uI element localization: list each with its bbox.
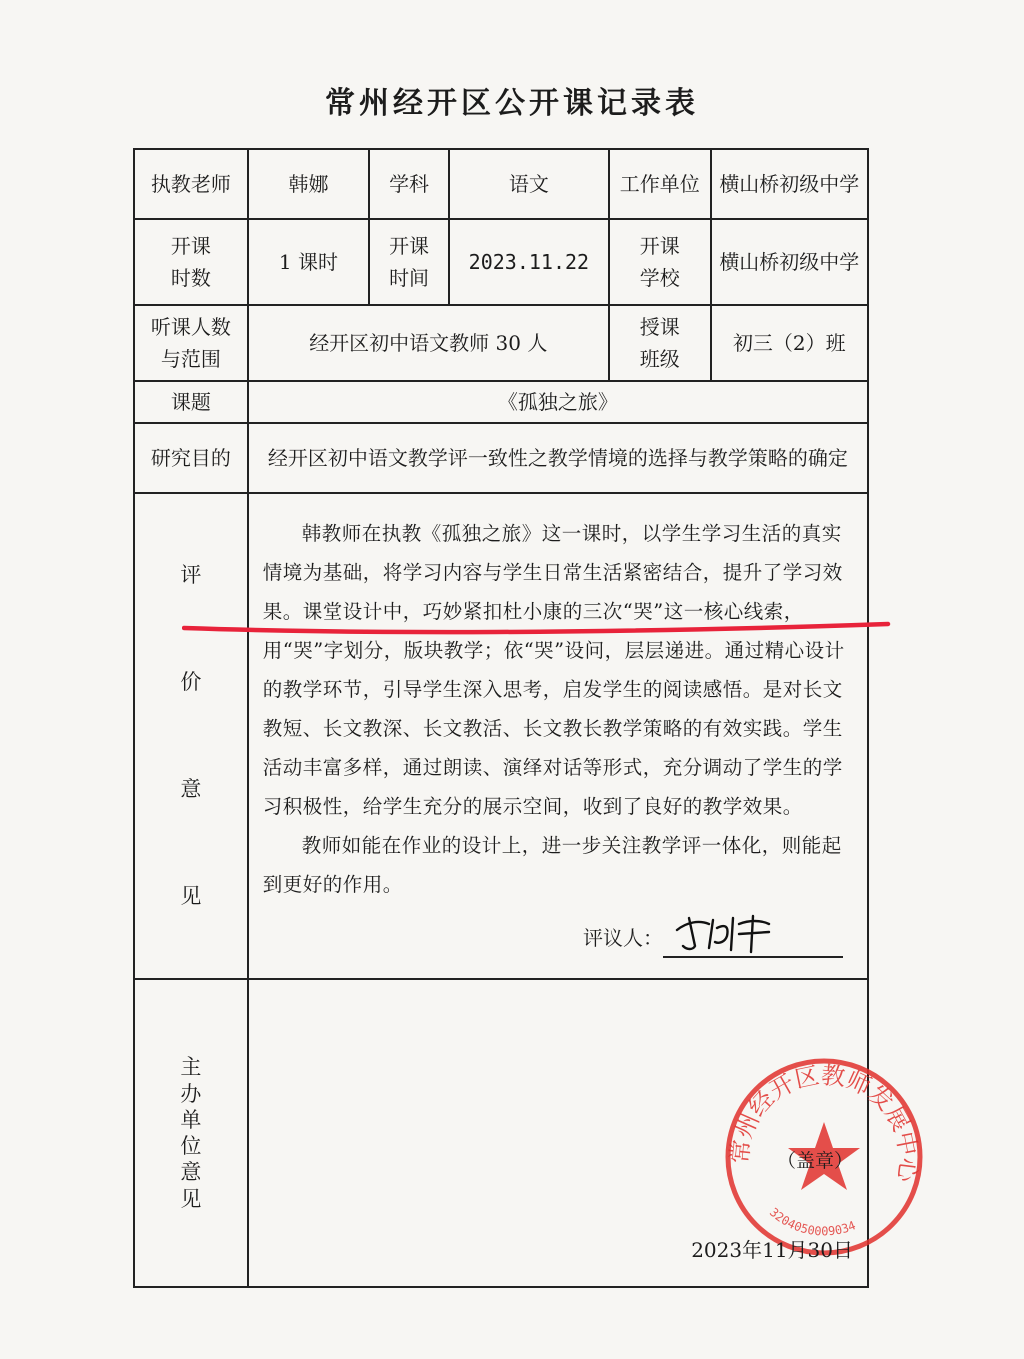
class-value: 初三（2）班 [711,305,868,381]
eval-char-1: 评 [180,563,202,587]
host-char-2: 办 [180,1081,202,1106]
teacher-value: 韩娜 [248,149,369,219]
school-value: 横山桥初级中学 [711,219,868,305]
seal-number: 3204050009034 [766,1205,858,1239]
sign-date: 2023年11月30日 [691,1238,853,1262]
unit-value: 横山桥初级中学 [711,149,868,219]
eval-char-4: 见 [180,884,202,908]
evaluation-paragraph-1: 韩教师在执教《孤独之旅》这一课时，以学生学习生活的真实情境为基础，将学习内容与学生日常生活紧密结合，提升了学习效果。课堂设计中，巧妙紧扣杜小康的三次“哭”这一核心线索，用“哭”字划分，版块教学；依“哭”设问，层层递进。通过精心设计的教学环节，引导学生深入思考，启发学生的阅读感悟。是对长文教短、长文教深、长文教活、长文教长教学策略的有效实践。学生活动丰富多样，通过朗读、演绎对话等形式，充分调动了学生的学习积极性，给学生充分的展示空间，收到了良好的教学效果。 [262,522,845,818]
purpose-value: 经开区初中语文教学评一致性之教学情境的选择与教学策略的确定 [248,423,868,493]
host-label [135,1054,247,1212]
host-char-5: 意 [180,1160,202,1185]
eval-char-3: 意 [180,777,202,801]
record-table [133,148,923,1288]
host-char-1: 主 [180,1055,202,1080]
host-label-cell [134,979,248,1287]
evaluation-paragraph-2: 教师如能在作业的设计上，进一步关注教学评一体化，则能起到更好的作用。 [262,834,842,896]
unit-label: 工作单位 [609,149,711,219]
hours-value: 1 课时 [248,219,369,305]
host-content [248,979,923,1287]
evaluation-label-cell [134,493,248,979]
host-char-4: 位 [180,1134,202,1158]
seal-note: （盖章） [776,1149,853,1172]
time-label: 开课时间 [369,219,449,305]
subject-value: 语文 [449,149,609,219]
host-char-3: 单 [180,1107,202,1132]
topic-label: 课题 [134,381,248,423]
audience-label: 听课人数与范围 [134,305,248,381]
reviewer-line [263,918,853,958]
hours-label: 开课时数 [134,219,248,305]
reviewer-label: 评议人： [583,926,663,950]
page-title: 常州经开区公开课记录表 [325,86,699,121]
teacher-label: 执教老师 [134,149,248,219]
class-label: 授课班级 [609,305,711,381]
time-value: 2023.11.22 [449,219,609,305]
subject-label: 学科 [369,149,449,219]
evaluation-content [248,493,868,979]
audience-value: 经开区初中语文教师 30 人 [248,305,609,381]
reviewer-signature [663,926,843,958]
purpose-label: 研究目的 [134,423,248,493]
eval-char-2: 价 [180,670,202,694]
seal-text: 常州经开区教师发展中心 [725,1060,923,1184]
host-char-6: 见 [180,1186,202,1211]
school-label: 开课学校 [609,219,711,305]
evaluation-label [135,565,247,907]
handwritten-signature-icon [669,910,789,954]
topic-value: 《孤独之旅》 [248,381,868,423]
